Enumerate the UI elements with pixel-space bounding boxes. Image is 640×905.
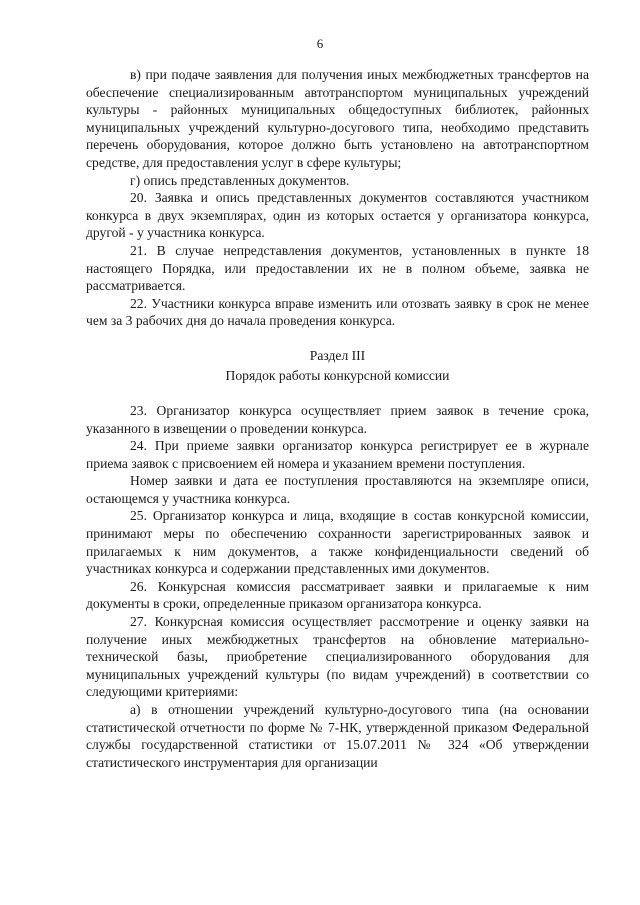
paragraph-27-a: а) в отношении учреждений культурно-досугового типа (на основании статистической отчетности по форме № 7-НК, утвержденной приказом Федеральной службы государственной статистики от 15.07.2011 № 324 «Об утверждении статистического инструментария для организации <box>86 702 589 770</box>
paragraph-22: 22. Участники конкурса вправе изменить или отозвать заявку в срок не менее чем за 3 рабочих дня до начала проведения конкурса. <box>86 295 589 329</box>
page-number: 6 <box>316 36 324 51</box>
item-g: г) опись представленных документов. <box>130 172 350 188</box>
paragraph-24: 24. При приеме заявки организатор конкурса регистрирует ее в журнале приема заявок с присвоением ей номера и указанием времени поступления. <box>86 438 589 471</box>
paragraph-23: 23. Организатор конкурса осуществляет прием заявок в течение срока, указанного в извещении о проведении конкурса. <box>86 402 589 436</box>
paragraph-27: 27. Конкурсная комиссия осуществляет рассмотрение и оценку заявки на получение иных межбюджетных трансфертов на обновление материально-технической базы, приобретение специализированного оборудования для муниципальных учреждений культуры (по видам учреждений) в соответствии со следующими критериями: <box>86 614 589 700</box>
document-body <box>86 66 589 771</box>
paragraph-24-note: Номер заявки и дата ее поступления проставляются на экземпляре описи, остающемся у участника конкурса. <box>86 473 589 506</box>
section-title: Порядок работы конкурсной комиссии <box>225 367 450 383</box>
paragraph-20: 20. Заявка и опись представленных документов составляются участником конкурса в двух экземплярах, один из которых остается у организатора конкурса, другой - у участника конкурса. <box>86 190 589 241</box>
item-v: в) при подаче заявления для получения иных межбюджетных трансфертов на обеспечение специализированным автотранспортом муниципальных учреждений культуры - районных муниципальных общедоступных библиотек, районных муниципальных учреждений культурно-досугового типа, необходимо представить перечень оборудования, которое должно быть установлено на автотранспортном средстве, для предоставления услуг в сфере культуры; <box>86 67 589 170</box>
paragraph-26: 26. Конкурсная комиссия рассматривает заявки и прилагаемые к ним документы в сроки, определенные приказом организатора конкурса. <box>86 578 589 612</box>
paragraph-25: 25. Организатор конкурса и лица, входящие в состав конкурсной комиссии, принимают меры по обеспечению сохранности зарегистрированных заявок и прилагаемых к ним документов, а также конфиденциальности сведений об участниках конкурса и содержании представленных ими документов. <box>86 508 589 577</box>
section-number: Раздел III <box>309 347 366 363</box>
paragraph-21: 21. В случае непредставления документов, установленных в пункте 18 настоящего Порядка, или предоставлении их не в полном объеме, заявка не рассматривается. <box>86 242 589 294</box>
